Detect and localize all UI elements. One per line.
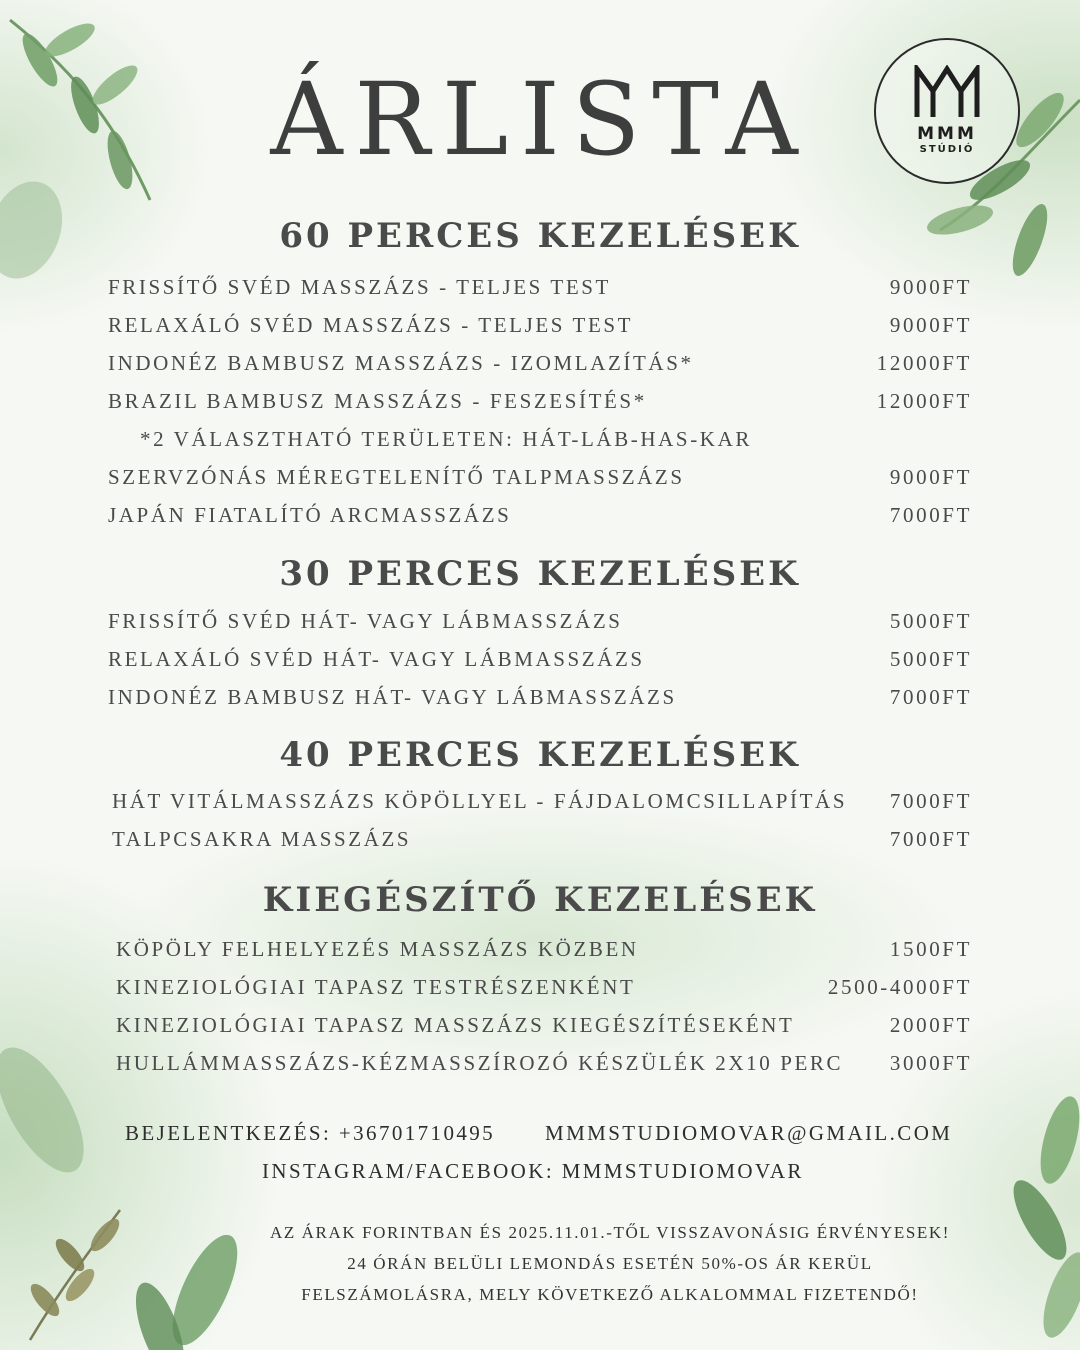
price-row bbox=[108, 270, 972, 304]
service-price: 9000FT bbox=[889, 275, 972, 299]
service-price: 9000FT bbox=[889, 465, 972, 489]
section-title-extras: KIEGÉSZÍTŐ KEZELÉSEK bbox=[262, 880, 818, 920]
price-row bbox=[112, 822, 972, 856]
service-name: TALPCSAKRA MASSZÁZS bbox=[112, 827, 412, 851]
service-price: 12000FT bbox=[876, 389, 972, 413]
disclaimer-line: 24 ÓRÁN BELÜLI LEMONDÁS ESETÉN 50%-OS ÁR KERÜL bbox=[347, 1254, 873, 1273]
leaf-branch-bottom-left-decoration bbox=[0, 1050, 260, 1350]
price-row bbox=[108, 604, 972, 638]
service-name: RELAXÁLÓ SVÉD HÁT- VAGY LÁBMASSZÁZS bbox=[108, 647, 645, 671]
price-row bbox=[108, 680, 972, 714]
social-handle[interactable]: INSTAGRAM/FACEBOOK: MMMSTUDIOMOVAR bbox=[262, 1159, 804, 1183]
service-name: BRAZIL BAMBUSZ MASSZÁZS - FESZESÍTÉS* bbox=[108, 389, 647, 413]
price-row bbox=[116, 932, 972, 966]
service-name: KINEZIOLÓGIAI TAPASZ MASSZÁZS KIEGÉSZÍTÉSEKÉNT bbox=[116, 1013, 795, 1037]
contact-email[interactable]: MMMSTUDIOMOVAR@GMAIL.COM bbox=[545, 1121, 953, 1145]
service-price: 2000FT bbox=[889, 1013, 972, 1037]
section-title-30: 30 PERCES KEZELÉSEK bbox=[279, 554, 801, 594]
service-price: 2500-4000FT bbox=[827, 975, 972, 999]
service-price: 9000FT bbox=[889, 313, 972, 337]
mmm-monogram-icon bbox=[913, 65, 981, 119]
logo-subtitle: STÚDIÓ bbox=[919, 144, 975, 155]
service-price: 5000FT bbox=[889, 609, 972, 633]
price-row bbox=[108, 384, 972, 418]
price-row bbox=[116, 1008, 972, 1042]
service-price: 3000FT bbox=[889, 1051, 972, 1075]
booking-phone[interactable]: BEJELENTKEZÉS: +36701710495 bbox=[125, 1121, 496, 1145]
disclaimer-line: FELSZÁMOLÁSRA, MELY KÖVETKEZŐ ALKALOMMAL FIZETENDŐ! bbox=[301, 1285, 919, 1304]
service-name: SZERVZÓNÁS MÉREGTELENÍTŐ TALPMASSZÁZS bbox=[108, 465, 685, 489]
service-price: 12000FT bbox=[876, 351, 972, 375]
service-price: 7000FT bbox=[889, 789, 972, 813]
studio-logo bbox=[874, 38, 1020, 184]
price-row bbox=[108, 642, 972, 676]
service-name: RELAXÁLÓ SVÉD MASSZÁZS - TELJES TEST bbox=[108, 313, 634, 337]
service-price: 7000FT bbox=[889, 827, 972, 851]
price-row bbox=[108, 346, 972, 380]
section-title-40: 40 PERCES KEZELÉSEK bbox=[279, 735, 801, 775]
service-name: FRISSÍTŐ SVÉD MASSZÁZS - TELJES TEST bbox=[108, 275, 611, 299]
service-name: KÖPÖLY FELHELYEZÉS MASSZÁZS KÖZBEN bbox=[116, 937, 639, 961]
price-row bbox=[108, 308, 972, 342]
service-price: 5000FT bbox=[889, 647, 972, 671]
disclaimer-line: AZ ÁRAK FORINTBAN ÉS 2025.11.01.-TŐL VISSZAVONÁSIG ÉRVÉNYESEK! bbox=[269, 1223, 951, 1242]
price-row bbox=[108, 460, 972, 494]
price-row bbox=[108, 498, 972, 532]
service-name: HULLÁMMASSZÁZS-KÉZMASSZÍROZÓ KÉSZÜLÉK 2X10 PERC bbox=[116, 1051, 844, 1075]
service-name: HÁT VITÁLMASSZÁZS KÖPÖLLYEL - FÁJDALOMCSILLAPÍTÁS bbox=[112, 789, 848, 813]
price-row bbox=[112, 784, 972, 818]
service-price: 7000FT bbox=[889, 503, 972, 527]
footnote-note: *2 VÁLASZTHATÓ TERÜLETEN: HÁT-LÁB-HAS-KAR bbox=[140, 427, 752, 451]
price-row bbox=[116, 970, 972, 1004]
service-price: 1500FT bbox=[889, 937, 972, 961]
service-name: INDONÉZ BAMBUSZ HÁT- VAGY LÁBMASSZÁZS bbox=[108, 685, 677, 709]
page-title: ÁRLISTA bbox=[270, 61, 810, 178]
price-row bbox=[116, 1046, 972, 1080]
section-title-60: 60 PERCES KEZELÉSEK bbox=[279, 216, 801, 256]
service-name: INDONÉZ BAMBUSZ MASSZÁZS - IZOMLAZÍTÁS* bbox=[108, 351, 694, 375]
service-name: KINEZIOLÓGIAI TAPASZ TESTRÉSZENKÉNT bbox=[116, 975, 636, 999]
service-price: 7000FT bbox=[889, 685, 972, 709]
logo-name: MMM bbox=[917, 124, 977, 144]
service-name: FRISSÍTŐ SVÉD HÁT- VAGY LÁBMASSZÁZS bbox=[108, 609, 623, 633]
service-name: JAPÁN FIATALÍTÓ ARCMASSZÁZS bbox=[108, 503, 512, 527]
